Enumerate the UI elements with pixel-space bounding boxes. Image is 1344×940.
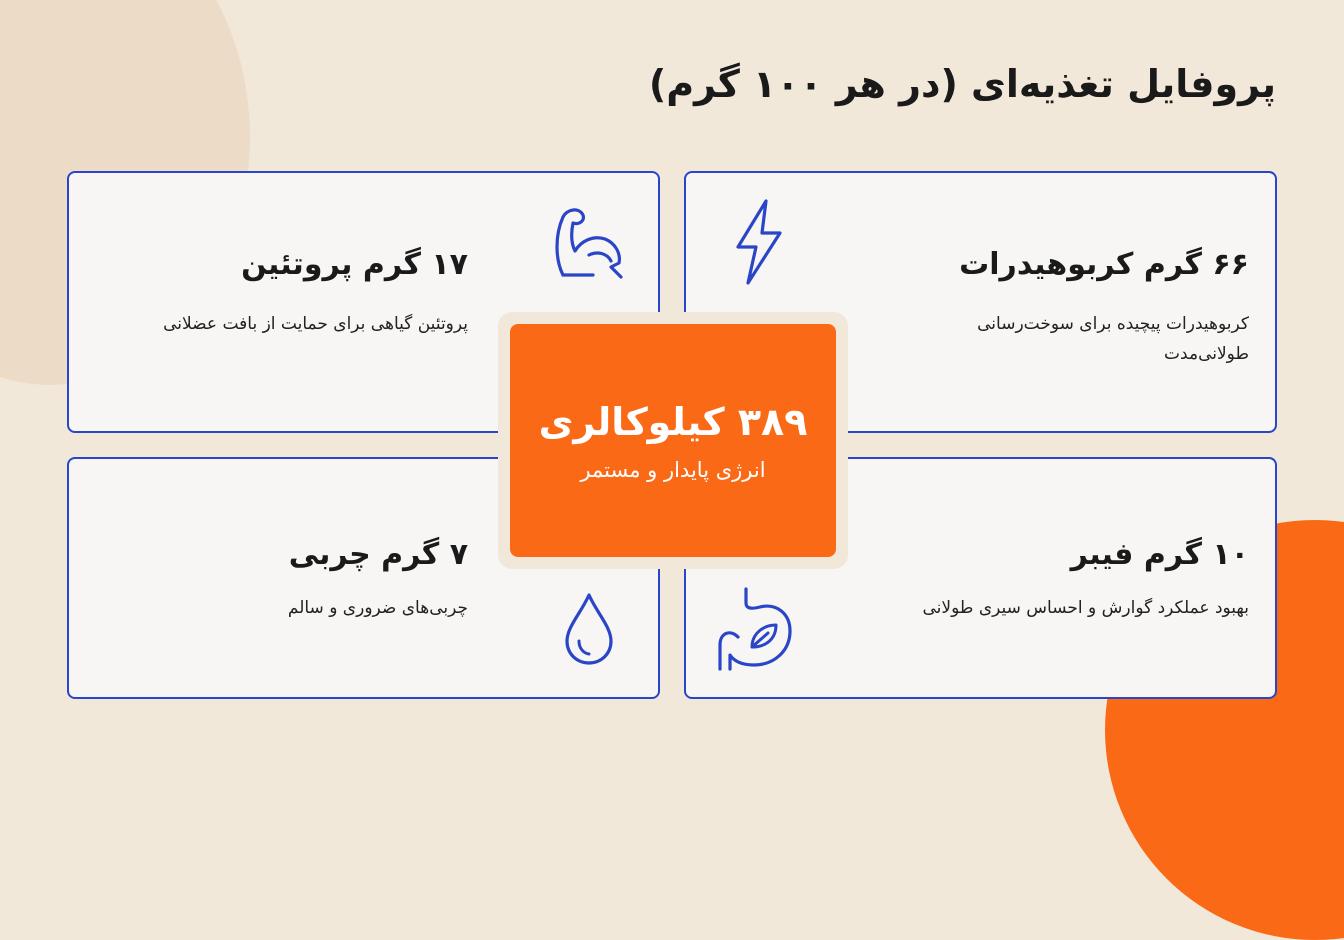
fiber-title: ۱۰ گرم فیبر — [1070, 537, 1249, 572]
fat-description: چربی‌های ضروری و سالم — [287, 598, 468, 618]
fiber-description: بهبود عملکرد گوارش و احساس سیری طولانی — [922, 598, 1249, 618]
drop-icon — [561, 591, 617, 667]
energy-title: ۳۸۹ کیلوکالری — [538, 399, 808, 444]
flexed-arm-icon — [549, 203, 629, 283]
energy-subtitle: انرژی پایدار و مستمر — [580, 457, 766, 482]
energy-box — [498, 312, 848, 569]
fat-title: ۷ گرم چربی — [288, 537, 468, 572]
stomach-leaf-icon — [716, 585, 796, 671]
energy-box-fill — [510, 324, 836, 557]
protein-description: پروتئین گیاهی برای حمایت از بافت عضلانی — [163, 314, 468, 334]
protein-title: ۱۷ گرم پروتئین — [241, 247, 468, 282]
carbs-title: ۶۶ گرم کربوهیدرات — [959, 247, 1249, 282]
lightning-icon — [726, 197, 790, 287]
page-title: پروفایل تغذیه‌ای (در هر ۱۰۰ گرم) — [648, 62, 1276, 106]
carbs-description: کربوهیدرات پیچیده برای سوخت‌رسانی طولانی‌مدت — [977, 314, 1249, 364]
